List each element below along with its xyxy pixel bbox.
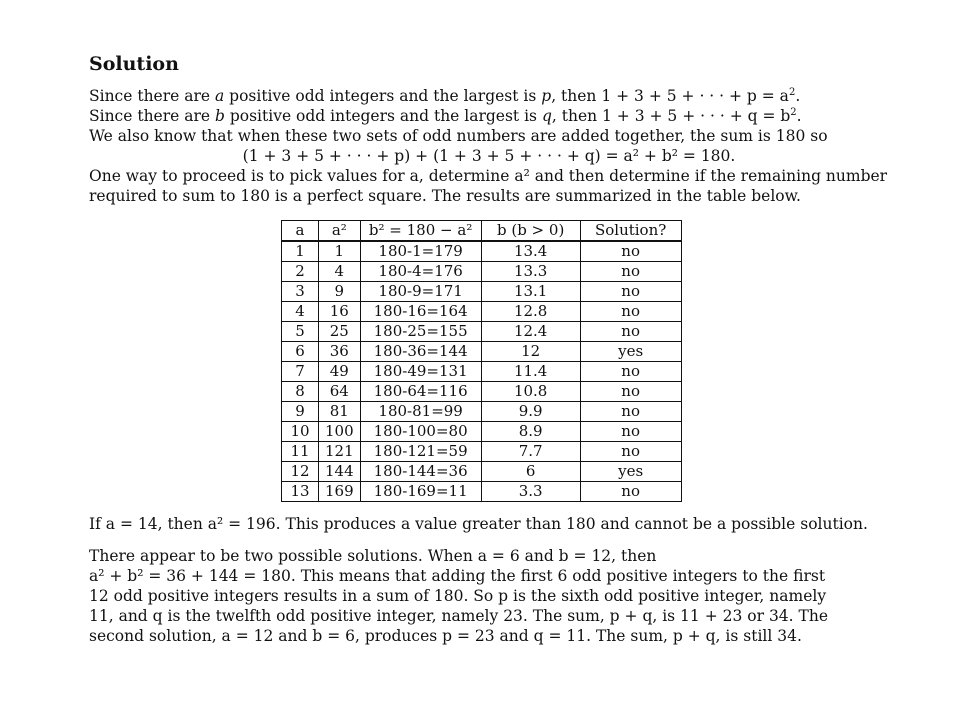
cell-a-squared: 4: [319, 262, 361, 282]
cell-a: 8: [282, 382, 319, 402]
header-a: a: [282, 221, 319, 242]
cell-b: 12.8: [481, 302, 580, 322]
cell-a-squared: 81: [319, 402, 361, 422]
cell-solution: yes: [580, 462, 681, 482]
cell-b-squared: 180-49=131: [360, 362, 481, 382]
results-table: [281, 220, 682, 502]
cell-solution: yes: [580, 342, 681, 362]
proceed-paragraph: One way to proceed is to pick values for a, determine a² and then determine if the remaining number required to sum to 180 is a perfect square. The results are summarized in the table below.: [89, 167, 888, 205]
cell-a-squared: 121: [319, 442, 361, 462]
cell-b: 12.4: [481, 322, 580, 342]
cell-solution: no: [580, 362, 681, 382]
cell-a: 9: [282, 402, 319, 422]
cell-solution: no: [580, 402, 681, 422]
cell-a-squared: 49: [319, 362, 361, 382]
table-row: [282, 442, 682, 462]
solution-heading: Solution: [89, 53, 179, 75]
cell-solution: no: [580, 241, 681, 262]
cell-b: 6: [481, 462, 580, 482]
cell-b-squared: 180-64=116: [360, 382, 481, 402]
cell-b-squared: 180-25=155: [360, 322, 481, 342]
table-row: [282, 402, 682, 422]
cell-a: 6: [282, 342, 319, 362]
table-row: [282, 262, 682, 282]
cell-a: 13: [282, 482, 319, 502]
cell-b-squared: 180-144=36: [360, 462, 481, 482]
cell-a: 4: [282, 302, 319, 322]
cell-a-squared: 100: [319, 422, 361, 442]
table-row: [282, 462, 682, 482]
cell-solution: no: [580, 302, 681, 322]
conclusion-line: second solution, a = 12 and b = 6, produces p = 23 and q = 11. The sum, p + q, is still 34.: [89, 627, 802, 645]
cell-a: 10: [282, 422, 319, 442]
solution-document: [89, 52, 889, 646]
table-row: [282, 482, 682, 502]
cell-a-squared: 25: [319, 322, 361, 342]
sum-equation: (1 + 3 + 5 + · · · + p) + (1 + 3 + 5 + · · · + q) = a² + b² = 180.: [242, 147, 736, 165]
conclusion-line: a² + b² = 36 + 144 = 180. This means that adding the first 6 odd positive integers to the first: [89, 567, 826, 585]
cell-b-squared: 180-9=171: [360, 282, 481, 302]
cell-a: 3: [282, 282, 319, 302]
cell-b: 10.8: [481, 382, 580, 402]
cell-b-squared: 180-4=176: [360, 262, 481, 282]
cell-a: 12: [282, 462, 319, 482]
cell-b: 9.9: [481, 402, 580, 422]
cell-b-squared: 180-100=80: [360, 422, 481, 442]
cell-b-squared: 180-16=164: [360, 302, 481, 322]
cell-b-squared: 180-81=99: [360, 402, 481, 422]
intro-line-2: Since there are b positive odd integers and the largest is q, then 1 + 3 + 5 + · · · + $q = b^2$.: [89, 107, 802, 125]
cell-b: 13.1: [481, 282, 580, 302]
cell-b: 13.3: [481, 262, 580, 282]
cell-a: 11: [282, 442, 319, 462]
cell-solution: no: [580, 322, 681, 342]
cell-a-squared: 144: [319, 462, 361, 482]
cell-solution: no: [580, 482, 681, 502]
table-body: [282, 241, 682, 502]
cell-a-squared: 1: [319, 241, 361, 262]
cell-a-squared: 9: [319, 282, 361, 302]
cell-solution: no: [580, 442, 681, 462]
cell-b-squared: 180-121=59: [360, 442, 481, 462]
after-table-paragraph: If a = 14, then a² = 196. This produces a value greater than 180 and cannot be a possible solution.: [89, 515, 868, 533]
conclusion-paragraph: [89, 546, 889, 646]
cell-a-squared: 16: [319, 302, 361, 322]
cell-a: 7: [282, 362, 319, 382]
table-row: [282, 282, 682, 302]
cell-a: 5: [282, 322, 319, 342]
cell-b-squared: 180-1=179: [360, 241, 481, 262]
cell-a-squared: 169: [319, 482, 361, 502]
table-header-row: [282, 221, 682, 242]
header-solution: Solution?: [580, 221, 681, 242]
table-row: [282, 322, 682, 342]
table-row: [282, 382, 682, 402]
cell-a-squared: 36: [319, 342, 361, 362]
cell-solution: no: [580, 262, 681, 282]
cell-b: 11.4: [481, 362, 580, 382]
cell-b-squared: 180-36=144: [360, 342, 481, 362]
conclusion-line: There appear to be two possible solutions. When a = 6 and b = 12, then: [89, 547, 657, 565]
table-row: [282, 362, 682, 382]
cell-b-squared: 180-169=11: [360, 482, 481, 502]
cell-solution: no: [580, 282, 681, 302]
header-b-squared: b² = 180 − a²: [360, 221, 481, 242]
conclusion-line: 12 odd positive integers results in a sum of 180. So p is the sixth odd positive integer, namely: [89, 587, 827, 605]
cell-solution: no: [580, 422, 681, 442]
table-row: [282, 241, 682, 262]
cell-solution: no: [580, 382, 681, 402]
cell-a: 2: [282, 262, 319, 282]
cell-b: 7.7: [481, 442, 580, 462]
table-row: [282, 342, 682, 362]
cell-b: 8.9: [481, 422, 580, 442]
cell-b: 12: [481, 342, 580, 362]
header-b: b (b > 0): [481, 221, 580, 242]
conclusion-line: 11, and q is the twelfth odd positive integer, namely 23. The sum, p + q, is 11 + 23 or 34. The: [89, 607, 829, 625]
intro-line-3: We also know that when these two sets of odd numbers are added together, the sum is 180 so: [89, 127, 828, 145]
intro-line-1: Since there are a positive odd integers and the largest is p, then 1 + 3 + 5 + · · · + $p = a^2$.: [89, 87, 801, 105]
cell-a: 1: [282, 241, 319, 262]
header-a-squared: a²: [319, 221, 361, 242]
table-row: [282, 302, 682, 322]
table-row: [282, 422, 682, 442]
cell-a-squared: 64: [319, 382, 361, 402]
cell-b: 3.3: [481, 482, 580, 502]
cell-b: 13.4: [481, 241, 580, 262]
